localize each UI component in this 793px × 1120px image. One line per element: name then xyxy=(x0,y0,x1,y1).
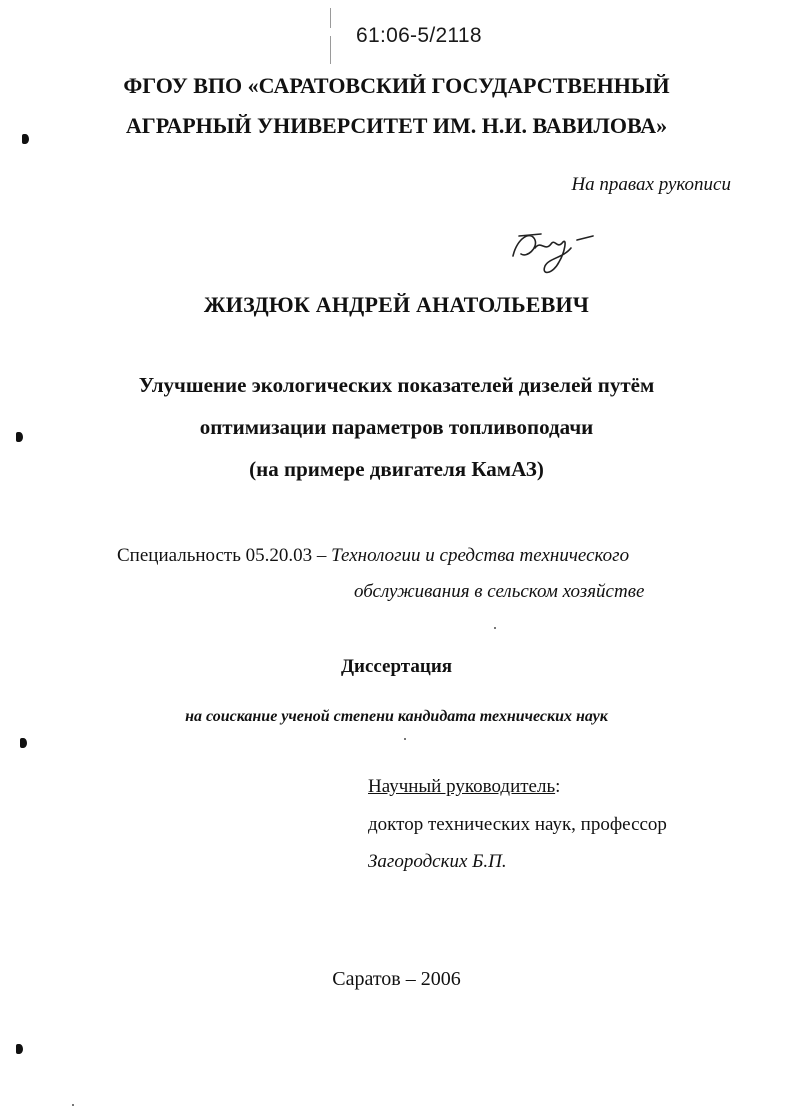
author-name: ЖИЗДЮК АНДРЕЙ АНАТОЛЬЕВИЧ xyxy=(203,292,590,317)
advisor-heading xyxy=(368,776,560,798)
archive-stamp-code: 61:06-5/2118 xyxy=(356,24,482,47)
advisor-name: Загородских Б.П. xyxy=(368,851,507,872)
author-signature xyxy=(505,218,600,283)
specialty-field-line-2: обслуживания в сельском хозяйстве xyxy=(354,581,645,602)
rights-note: На правах рукописи xyxy=(571,174,731,195)
institution-name xyxy=(0,66,793,146)
advisor-heading-label: Научный руководитель xyxy=(368,776,556,797)
institution-line-1: ФГОУ ВПО «САРАТОВСКИЙ ГОСУДАРСТВЕННЫЙ xyxy=(123,73,670,98)
punch-mark xyxy=(16,1044,23,1054)
document-type: Диссертация xyxy=(340,656,453,677)
speck xyxy=(404,738,406,740)
thesis-title-line-3: (на примере двигателя КамАЗ) xyxy=(249,457,544,481)
degree-statement: на соискание ученой степени кандидата технических наук xyxy=(185,708,608,725)
thesis-title-line-1: Улучшение экологических показателей дизелей путём xyxy=(138,373,655,397)
scan-line xyxy=(330,36,331,64)
place-year: Саратов – 2006 xyxy=(332,968,461,990)
speck xyxy=(494,627,496,629)
thesis-title xyxy=(0,364,793,490)
specialty-prefix: Специальность 05.20.03 – xyxy=(117,545,327,566)
advisor-heading-colon: : xyxy=(555,776,561,797)
scan-line xyxy=(330,8,331,28)
specialty-line-1 xyxy=(117,545,629,567)
advisor-rank: доктор технических наук, профессор xyxy=(368,814,667,835)
punch-mark xyxy=(20,738,27,748)
thesis-title-line-2: оптимизации параметров топливоподачи xyxy=(199,415,594,439)
institution-line-2: АГРАРНЫЙ УНИВЕРСИТЕТ ИМ. Н.И. ВАВИЛОВА» xyxy=(125,113,668,138)
speck xyxy=(72,1104,74,1106)
specialty-field-line-1: Технологии и средства технического xyxy=(331,545,630,566)
